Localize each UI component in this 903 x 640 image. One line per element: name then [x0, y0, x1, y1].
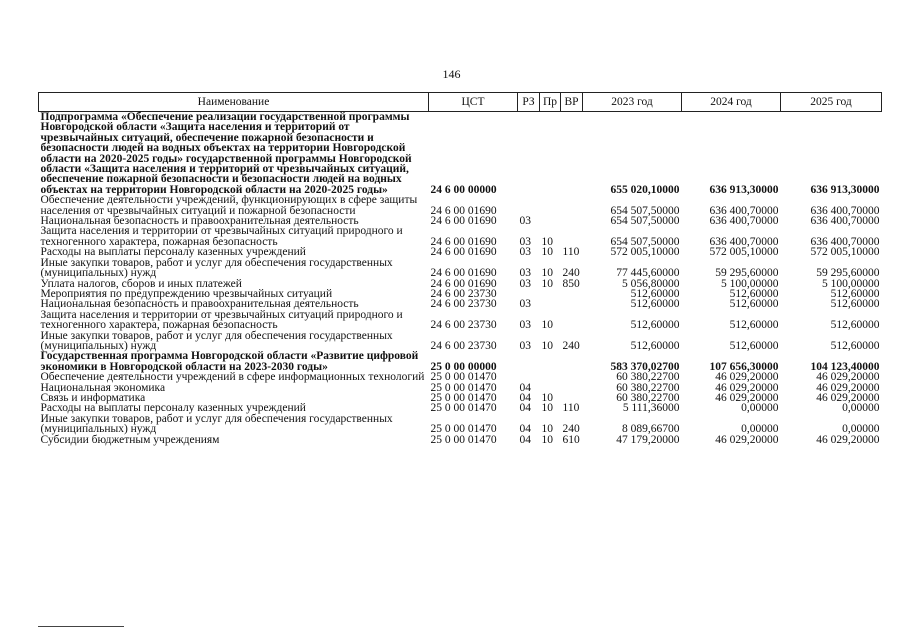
cell-value-2023: 512,60000	[630, 339, 680, 352]
table-row	[39, 112, 882, 196]
cell-vr	[561, 289, 583, 299]
cell-value-2025: 59 295,60000	[816, 267, 880, 280]
cell-cst: 24 6 00 23730	[430, 339, 497, 352]
budget-table	[38, 92, 882, 445]
cell-value-2025: 636 913,30000	[810, 183, 880, 196]
cell-name: Субсидии бюджетным учреждениям	[40, 433, 220, 446]
cell-value-2025: 636 400,70000	[810, 204, 880, 217]
cell-pr: 10	[541, 235, 553, 248]
cell-value-2024: 59 295,60000	[715, 267, 779, 280]
cell-vr: 610	[562, 433, 580, 446]
header-vr: ВР	[561, 93, 583, 112]
table-row	[39, 310, 882, 331]
cell-cst: 24 6 00 01690	[430, 235, 497, 248]
cell-value-2025: 0,00000	[842, 402, 880, 415]
header-name: Наименование	[39, 93, 429, 112]
cell-pr	[540, 112, 561, 196]
header-pr: Пр	[540, 93, 561, 112]
cell-vr	[561, 383, 583, 393]
cell-value-2023: 5 056,80000	[622, 277, 680, 290]
table-header-row	[39, 93, 882, 112]
cell-value-2023: 572 005,10000	[610, 246, 680, 259]
cell-pr: 10	[541, 277, 553, 290]
cell-cst: 25 0 00 01470	[430, 381, 497, 394]
cell-value-2024: 46 029,20000	[715, 381, 779, 394]
cell-value-2025: 512,60000	[830, 287, 880, 300]
cell-value-2023: 60 380,22700	[616, 391, 680, 404]
cell-name: Защита населения и территории от чрезвычайных ситуаций природного и техногенного характера, пожарная безопасность	[40, 308, 403, 332]
cell-rz: 04	[519, 402, 531, 415]
cell-value-2023: 583 370,02700	[610, 360, 680, 373]
cell-cst: 24 6 00 00000	[430, 183, 497, 196]
cell-value-2024: 107 656,30000	[709, 360, 779, 373]
cell-rz	[518, 372, 540, 382]
cell-cst: 24 6 00 01690	[430, 267, 497, 280]
cell-value-2025: 46 029,20000	[816, 381, 880, 394]
cell-vr	[561, 351, 583, 372]
cell-name: Иные закупки товаров, работ и услуг для обеспечения государственных (муниципальных) нужд	[40, 256, 393, 280]
cell-vr	[561, 216, 583, 226]
cell-vr	[561, 372, 583, 382]
cell-value-2023: 77 445,60000	[616, 267, 680, 280]
cell-cst: 24 6 00 23730	[430, 319, 497, 332]
cell-name: Подпрограмма «Обеспечение реализации государственной программы Новгородской области «Защита населения и территорий от чрезвычайных ситуаций, обеспечение пожарной безопасности и безопасности людей на водных объектах на территории Новгородской области на 2020-2025 годы» государственной программы Новгородской области «Защита населения и территорий от чрезвычайных ситуаций, обеспечение пожарной безопасности и безопасности людей на водных объектах на территории Новгородской области на 2020-2025 годы»	[40, 111, 412, 196]
cell-rz: 04	[519, 391, 531, 404]
cell-vr: 850	[562, 277, 580, 290]
cell-pr: 10	[541, 402, 553, 415]
table-row	[39, 195, 882, 216]
cell-value-2024: 5 100,00000	[721, 277, 779, 290]
cell-pr	[540, 351, 561, 372]
cell-value-2025: 46 029,20000	[816, 391, 880, 404]
cell-value-2025: 104 123,40000	[810, 360, 880, 373]
cell-value-2023: 654 507,50000	[610, 204, 680, 217]
cell-name: Обеспечение деятельности учреждений в сфере информационных технологий	[40, 371, 425, 384]
cell-name: Расходы на выплаты персоналу казенных учреждений	[40, 246, 306, 259]
header-2023: 2023 год	[583, 93, 682, 112]
cell-vr: 240	[562, 423, 580, 436]
cell-cst: 25 0 00 01470	[430, 371, 497, 384]
cell-cst: 24 6 00 23730	[430, 298, 497, 311]
cell-value-2023: 512,60000	[630, 298, 680, 311]
cell-name: Национальная безопасность и правоохранительная деятельность	[40, 215, 359, 228]
cell-value-2024: 512,60000	[729, 319, 779, 332]
cell-name: Обеспечение деятельности учреждений, функционирующих в сфере защиты населения от чрезвычайных ситуаций и пожарной безопасности	[40, 194, 418, 217]
cell-value-2024: 46 029,20000	[715, 391, 779, 404]
cell-value-2024: 512,60000	[729, 298, 779, 311]
footnote-separator	[38, 626, 124, 627]
header-rz: РЗ	[518, 93, 540, 112]
cell-value-2025: 636 400,70000	[810, 235, 880, 248]
cell-name: Уплата налогов, сборов и иных платежей	[40, 277, 242, 290]
cell-value-2023: 5 111,36000	[622, 402, 680, 415]
cell-pr: 10	[541, 319, 553, 332]
cell-value-2023: 654 507,50000	[610, 235, 680, 248]
cell-value-2023: 60 380,22700	[616, 371, 680, 384]
cell-cst: 25 0 00 01470	[430, 433, 497, 446]
cell-value-2024: 636 400,70000	[709, 235, 779, 248]
cell-pr: 10	[541, 267, 553, 280]
cell-rz: 04	[519, 433, 531, 446]
cell-pr	[540, 299, 561, 309]
cell-rz: 03	[519, 319, 531, 332]
cell-value-2025: 512,60000	[830, 298, 880, 311]
cell-name: Расходы на выплаты персоналу казенных учреждений	[40, 402, 306, 415]
cell-value-2024: 636 400,70000	[709, 215, 779, 228]
cell-name: Национальная безопасность и правоохранительная деятельность	[40, 298, 359, 311]
cell-value-2024: 512,60000	[729, 287, 779, 300]
cell-vr	[561, 112, 583, 196]
cell-value-2024: 512,60000	[729, 339, 779, 352]
cell-pr	[540, 216, 561, 226]
cell-value-2024: 572 005,10000	[709, 246, 779, 259]
cell-name: Иные закупки товаров, работ и услуг для обеспечения государственных (муниципальных) нужд	[40, 412, 393, 436]
cell-value-2025: 46 029,20000	[816, 433, 880, 446]
cell-rz: 03	[519, 235, 531, 248]
cell-rz: 04	[519, 381, 531, 394]
cell-value-2024: 46 029,20000	[715, 433, 779, 446]
header-cst: ЦСТ	[429, 93, 518, 112]
header-2025: 2025 год	[781, 93, 882, 112]
cell-value-2023: 512,60000	[630, 287, 680, 300]
cell-name: Связь и информатика	[40, 391, 146, 404]
cell-pr	[540, 372, 561, 382]
cell-name: Мероприятия по предупреждению чрезвычайных ситуаций	[40, 287, 333, 300]
cell-rz: 04	[519, 423, 531, 436]
cell-value-2025: 5 100,00000	[822, 277, 880, 290]
cell-pr	[540, 195, 561, 216]
table-body	[39, 112, 882, 446]
cell-rz: 03	[519, 246, 531, 259]
cell-vr: 240	[562, 267, 580, 280]
cell-vr: 110	[562, 402, 580, 415]
cell-value-2025: 636 400,70000	[810, 215, 880, 228]
cell-value-2025: 512,60000	[830, 319, 880, 332]
cell-pr: 10	[541, 339, 553, 352]
cell-value-2025: 572 005,10000	[810, 246, 880, 259]
cell-rz: 03	[519, 298, 531, 311]
cell-value-2024: 0,00000	[741, 423, 779, 436]
cell-value-2025: 0,00000	[842, 423, 880, 436]
cell-rz: 03	[519, 277, 531, 290]
cell-rz	[518, 195, 540, 216]
table-row	[39, 414, 882, 435]
cell-cst: 25 0 00 00000	[430, 360, 497, 373]
table-row	[39, 372, 882, 382]
table-row	[39, 351, 882, 372]
cell-cst: 25 0 00 01470	[430, 423, 497, 436]
page-number: 146	[442, 67, 461, 81]
cell-value-2024: 636 400,70000	[709, 204, 779, 217]
cell-value-2024: 636 913,30000	[709, 183, 779, 196]
cell-pr	[540, 289, 561, 299]
table-row	[39, 331, 882, 352]
cell-cst: 24 6 00 01690	[430, 277, 497, 290]
cell-cst: 24 6 00 01690	[430, 215, 497, 228]
cell-name: Национальная экономика	[40, 381, 166, 394]
cell-value-2023: 654 507,50000	[610, 215, 680, 228]
table-row	[39, 258, 882, 279]
cell-rz: 03	[519, 215, 531, 228]
cell-rz: 03	[519, 339, 531, 352]
cell-cst: 24 6 00 01690	[430, 246, 497, 259]
cell-pr: 10	[541, 433, 553, 446]
cell-value-2023: 8 089,66700	[622, 423, 680, 436]
table-row	[39, 226, 882, 247]
cell-vr: 110	[562, 246, 580, 259]
header-2024: 2024 год	[682, 93, 781, 112]
cell-vr: 240	[562, 339, 580, 352]
cell-value-2025: 512,60000	[830, 339, 880, 352]
cell-cst: 25 0 00 01470	[430, 402, 497, 415]
cell-value-2023: 655 020,10000	[610, 183, 680, 196]
table-row	[39, 435, 882, 445]
cell-pr: 10	[541, 246, 553, 259]
cell-vr	[561, 195, 583, 216]
cell-rz: 03	[519, 267, 531, 280]
cell-value-2025: 46 029,20000	[816, 371, 880, 384]
cell-cst: 24 6 00 23730	[430, 287, 497, 300]
cell-pr: 10	[541, 391, 553, 404]
cell-name: Государственная программа Новгородской области «Развитие цифровой экономики в Новгородской области на 2023-2030 годы»	[40, 350, 419, 373]
cell-vr	[561, 310, 583, 331]
cell-value-2023: 60 380,22700	[616, 381, 680, 394]
cell-cst: 25 0 00 01470	[430, 391, 497, 404]
cell-rz	[518, 112, 540, 196]
cell-pr: 10	[541, 423, 553, 436]
cell-vr	[561, 226, 583, 247]
cell-value-2024: 0,00000	[741, 402, 779, 415]
cell-value-2023: 47 179,20000	[616, 433, 680, 446]
cell-rz	[518, 351, 540, 372]
cell-name: Иные закупки товаров, работ и услуг для обеспечения государственных (муниципальных) нужд	[40, 329, 393, 352]
cell-name: Защита населения и территории от чрезвычайных ситуаций природного и техногенного характера, пожарная безопасность	[40, 225, 403, 248]
cell-value-2024: 46 029,20000	[715, 371, 779, 384]
cell-cst: 24 6 00 01690	[430, 204, 497, 217]
cell-vr	[561, 299, 583, 309]
cell-value-2023: 512,60000	[630, 319, 680, 332]
budget-table-container	[38, 92, 881, 445]
